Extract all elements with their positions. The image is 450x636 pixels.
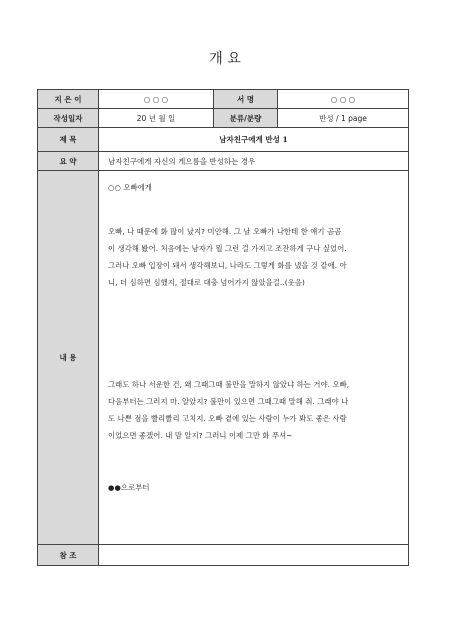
- summary-label: 요 약: [38, 152, 99, 171]
- subject-label: 제 목: [38, 128, 99, 152]
- summary-field[interactable]: 남자친구에게 자신의 게으름을 반성하는 경우: [99, 152, 409, 171]
- content-line: 다음부터는 그러지 마. 알았지? 불만이 있으면 그때그때 말해 줘. 그래야 나: [108, 397, 349, 406]
- content-line: 도 나쁜 점을 빨리빨리 고치지. 오빠 곁에 있는 사람이 누가 봐도 좋은 사람: [108, 414, 347, 423]
- content-line: 니, 더 심하면 심했지, 절대로 대충 넘어가지 않았을걸..(웃음): [108, 278, 305, 287]
- date-label: 작성일자: [38, 109, 99, 128]
- summary-form: [37, 89, 409, 566]
- content-line: 이었으면 좋겠어. 내 맘 알지? 그러니 이제 그만 화 푸셔~: [108, 431, 293, 440]
- content-greeting: ○○ 오빠에게: [108, 183, 152, 192]
- signature-label: 서 명: [214, 90, 278, 109]
- page-title: 개 요: [209, 51, 241, 67]
- author-label: 지 은 이: [38, 90, 99, 109]
- content-label: 내 용: [38, 171, 99, 545]
- category-label: 분류/분량: [214, 109, 278, 128]
- content-line: 오빠, 나 때문에 화 많이 났지? 미안해. 그 날 오빠가 나한테 한 얘기 곰곰: [108, 227, 342, 236]
- category-field[interactable]: 반성 / 1 page: [278, 109, 409, 128]
- content-line: 그래도 하나 서운한 건, 왜 그때그때 불만을 말하지 않았냐 하는 거야. 오빠,: [108, 380, 350, 389]
- reference-field[interactable]: [99, 545, 409, 566]
- signature-field[interactable]: ○ ○ ○: [278, 90, 409, 109]
- subject-field[interactable]: 남자친구에게 반성 1: [99, 128, 409, 152]
- author-field[interactable]: ○ ○ ○: [99, 90, 214, 109]
- content-line: 이 생각해 봤어. 처음에는 남자가 뭘 그런 걸 가지고 조잔하게 구나 싶었어.: [108, 244, 347, 253]
- content-line: 그러나 오빠 입장이 돼서 생각해보니, 나라도 그렇게 화를 냈을 것 같애. 아: [108, 261, 347, 270]
- content-field[interactable]: [99, 171, 409, 545]
- content-closing: ●●으로부터: [108, 483, 150, 492]
- date-field[interactable]: 20 년 월 일: [99, 109, 214, 128]
- reference-label: 참 조: [38, 545, 99, 566]
